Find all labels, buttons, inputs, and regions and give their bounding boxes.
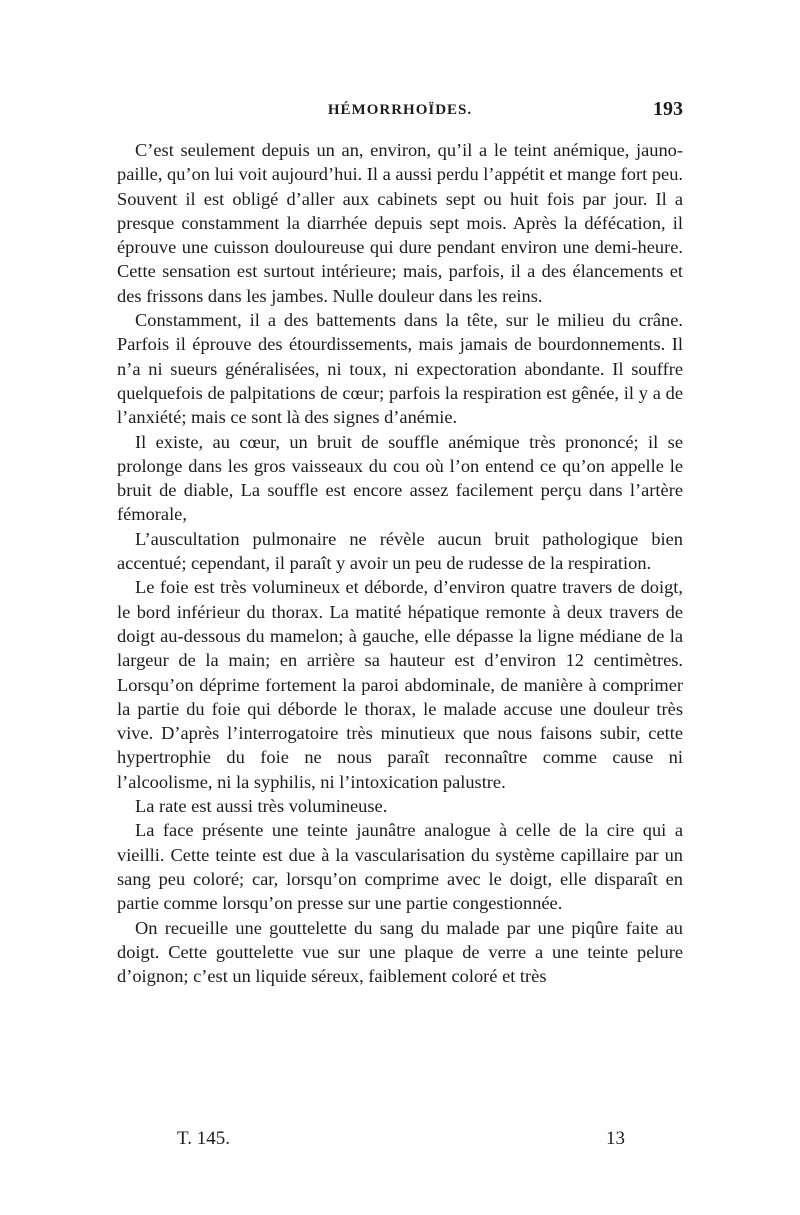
paragraph: La rate est aussi très volumineuse. bbox=[135, 796, 388, 817]
page-footer bbox=[117, 1128, 683, 1154]
paragraph: On recueille une gouttelette du sang du malade par une piqûre faite au doigt. Cette gouttelette vue sur une plaque de verre a une teinte pelure d’oignon; c’est un liquide séreux, faiblement coloré et très bbox=[117, 917, 683, 987]
paragraph: Il existe, au cœur, un bruit de souffle anémique très prononcé; il se prolonge dans les gros vaisseaux du cou où l’on entend ce qu’on appelle le bruit de diable, La souffle est encore assez facilement perçu dans l’artère fémorale, bbox=[117, 431, 683, 525]
volume-mark: T. 145. bbox=[177, 1128, 230, 1149]
page-header bbox=[117, 98, 683, 128]
paragraph: Constamment, il a des battements dans la tête, sur le milieu du crâne. Parfois il éprouve des étourdissements, mais jamais de bourdonnements. Il n’a ni sueurs généralisées, ni toux, ni expectoration abondante. Il souffre quelquefois de palpitations de cœur; parfois la respiration est gênée, il y a de l’anxiété; mais ce sont là des signes d’anémie. bbox=[117, 310, 683, 428]
paragraph: L’auscultation pulmonaire ne révèle aucun bruit pathologique bien accentué; cependant, il paraît y avoir un peu de rudesse de la respiration. bbox=[117, 528, 683, 574]
signature-mark: 13 bbox=[606, 1128, 625, 1149]
running-title: HÉMORRHOÏDES. bbox=[327, 102, 473, 118]
page-number: 193 bbox=[653, 98, 683, 120]
paragraph: C’est seulement depuis un an, environ, qu’il a le teint anémique, jauno-paille, qu’on lui voit aujourd’hui. Il a aussi perdu l’appétit et mange fort peu. Souvent il est obligé d’aller aux cabinets sept ou huit fois par jour. Il a presque constamment la diarrhée depuis sept mois. Après la défécation, il éprouve une cuisson douloureuse qui dure pendant environ une demi-heure. Cette sensation est surtout intérieure; mais, parfois, il a des élancements et des frissons dans les jambes. Nulle douleur dans les reins. bbox=[117, 140, 683, 306]
body-text bbox=[117, 138, 683, 988]
paragraph: Le foie est très volumineux et déborde, d’environ quatre travers de doigt, le bord inférieur du thorax. La matité hépatique remonte à deux travers de doigt au-dessous du mamelon; à gauche, elle dépasse la ligne médiane de la largeur de la main; en arrière sa hauteur est d’environ 12 centimètres. Lorsqu’on déprime fortement la paroi abdominale, de manière à comprimer la partie du foie qui déborde le thorax, le malade accuse une douleur très vive. D’après l’interrogatoire très minutieux que nous faisons subir, cette hypertrophie du foie ne nous paraît reconnaître comme cause ni l’alcoolisme, ni la syphilis, ni l’intoxication palustre. bbox=[117, 577, 683, 792]
paragraph: La face présente une teinte jaunâtre analogue à celle de la cire qui a vieilli. Cette teinte est due à la vascularisation du système capillaire par un sang peu coloré; car, lorsqu’on comprime avec le doigt, elle disparaît en partie comme lorsqu’on presse sur une partie congestionnée. bbox=[117, 820, 683, 914]
